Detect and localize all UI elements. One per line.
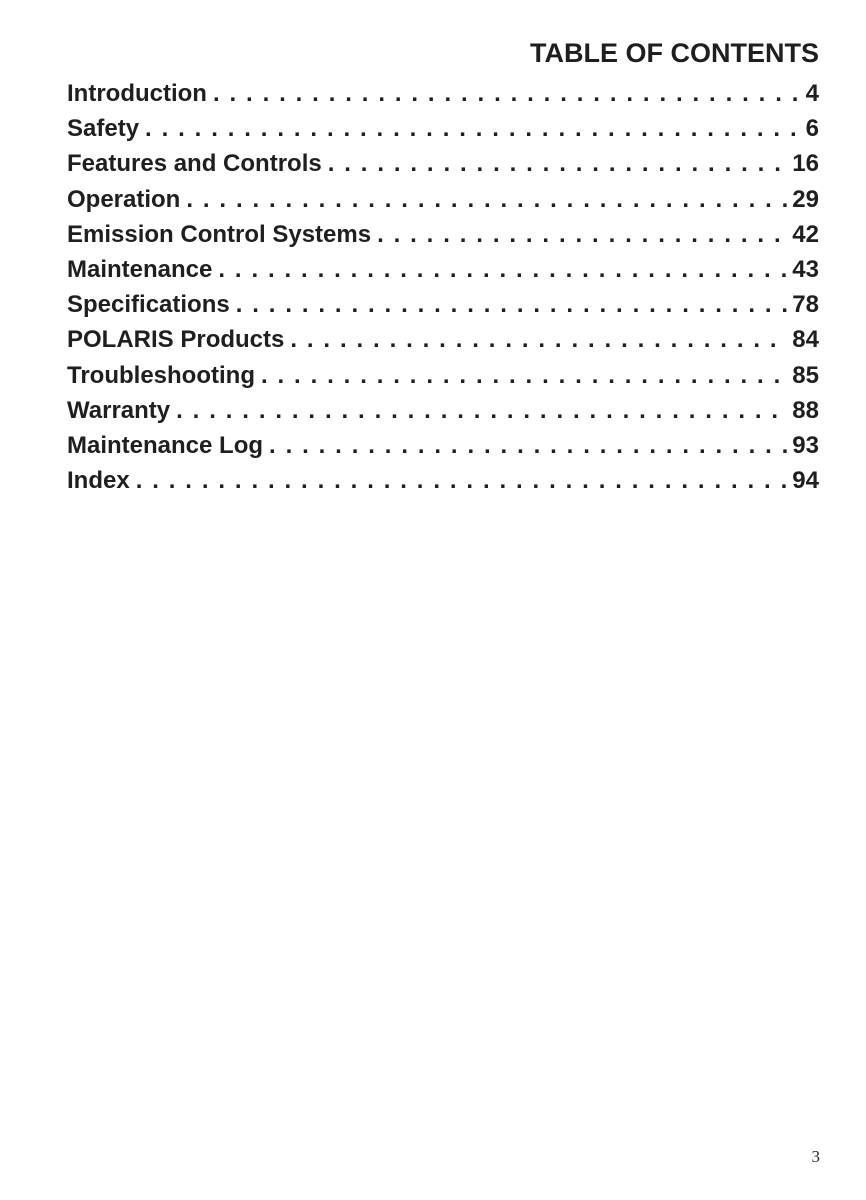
toc-dot-leader (218, 252, 788, 287)
toc-entry-label: POLARIS Products (67, 326, 285, 354)
toc-entry-label: Index (67, 467, 130, 495)
toc-entry-index[interactable] (67, 463, 819, 498)
toc-entry-label: Troubleshooting (67, 361, 255, 389)
toc-entry-polaris-products[interactable] (67, 322, 819, 357)
toc-entry-maintenance-log[interactable] (67, 428, 819, 463)
toc-entry-page: 29 (792, 185, 819, 213)
toc-title: TABLE OF CONTENTS (530, 38, 819, 68)
toc-dot-leader (377, 217, 788, 252)
page-number: 3 (811, 1147, 820, 1166)
toc-entry-label: Warranty (67, 396, 171, 424)
toc-entry-label: Specifications (67, 291, 230, 319)
toc-dot-leader (269, 428, 788, 463)
toc-entry-emission-control-systems[interactable] (67, 217, 819, 252)
toc-entry-warranty[interactable] (67, 393, 819, 428)
toc-entry-page: 94 (792, 467, 819, 495)
toc-dot-leader (145, 111, 802, 146)
toc-dot-leader (328, 146, 789, 181)
toc-entry-introduction[interactable] (67, 76, 819, 111)
toc-entry-operation[interactable] (67, 182, 819, 217)
toc-entry-safety[interactable] (67, 111, 819, 146)
toc-dot-leader (290, 322, 788, 357)
toc-entry-maintenance[interactable] (67, 252, 819, 287)
toc-dot-leader (261, 358, 788, 393)
toc-entry-label: Emission Control Systems (67, 220, 372, 248)
toc-list (67, 76, 819, 498)
toc-entry-page: 4 (805, 80, 819, 107)
toc-dot-leader (186, 182, 788, 217)
toc-entry-label: Maintenance (67, 255, 213, 283)
toc-entry-label: Features and Controls (67, 150, 322, 178)
toc-dot-leader (236, 287, 789, 322)
toc-entry-features-and-controls[interactable] (67, 146, 819, 181)
toc-entry-page: 84 (792, 326, 819, 354)
toc-dot-leader (136, 463, 789, 498)
toc-entry-label: Introduction (67, 80, 207, 107)
toc-dot-leader (213, 76, 802, 111)
toc-entry-troubleshooting[interactable] (67, 358, 819, 393)
toc-entry-specifications[interactable] (67, 287, 819, 322)
toc-entry-label: Safety (67, 115, 140, 143)
toc-entry-page: 78 (792, 291, 819, 319)
toc-entry-page: 43 (792, 255, 819, 283)
toc-entry-page: 93 (792, 431, 819, 459)
toc-entry-page: 16 (792, 150, 819, 178)
toc-entry-page: 6 (805, 115, 819, 143)
toc-entry-page: 88 (792, 396, 819, 424)
toc-entry-page: 85 (792, 361, 819, 389)
toc-entry-page: 42 (792, 220, 819, 248)
toc-dot-leader (176, 393, 788, 428)
toc-entry-label: Maintenance Log (67, 431, 264, 459)
toc-entry-label: Operation (67, 185, 181, 213)
